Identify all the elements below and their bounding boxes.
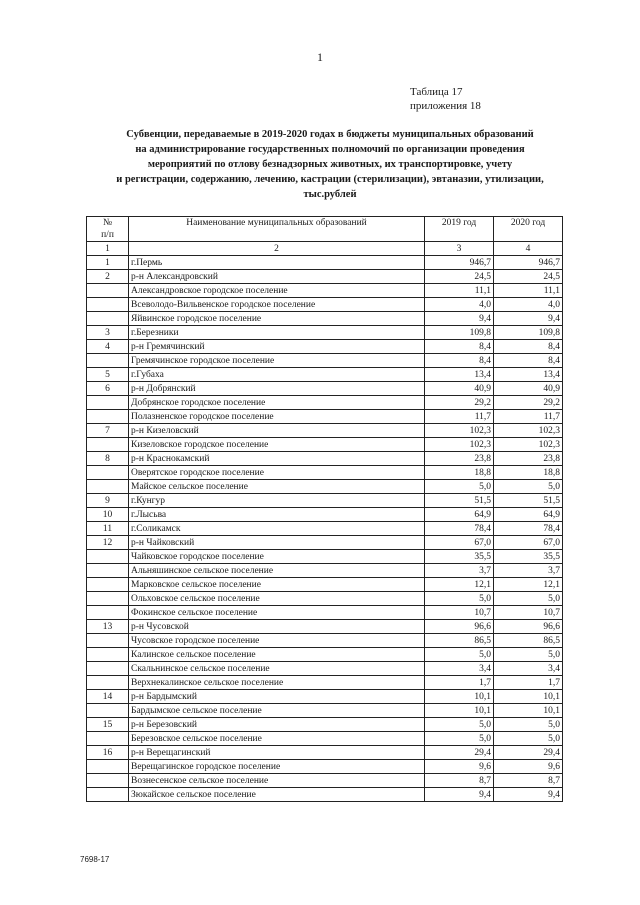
row-value-2019: 96,6 — [425, 620, 494, 634]
row-value-2019: 9,4 — [425, 312, 494, 326]
row-name: р-н Краснокамский — [129, 452, 425, 466]
row-name: р-н Березовский — [129, 718, 425, 732]
row-number: 13 — [87, 620, 129, 634]
row-number — [87, 760, 129, 774]
row-value-2020: 96,6 — [494, 620, 563, 634]
table-row — [87, 396, 563, 410]
row-value-2019: 13,4 — [425, 368, 494, 382]
row-name: р-н Добрянский — [129, 382, 425, 396]
table-row — [87, 466, 563, 480]
row-value-2019: 67,0 — [425, 536, 494, 550]
row-name: Добрянское городское поселение — [129, 396, 425, 410]
row-name: Скальнинское сельское поселение — [129, 662, 425, 676]
table-row — [87, 550, 563, 564]
row-value-2019: 5,0 — [425, 718, 494, 732]
table-row — [87, 746, 563, 760]
row-value-2020: 5,0 — [494, 592, 563, 606]
column-index: 2 — [129, 242, 425, 256]
row-number: 16 — [87, 746, 129, 760]
column-index: 4 — [494, 242, 563, 256]
table-row — [87, 592, 563, 606]
table-row — [87, 312, 563, 326]
row-number: 6 — [87, 382, 129, 396]
row-value-2020: 10,1 — [494, 690, 563, 704]
row-number — [87, 662, 129, 676]
column-index-row — [87, 242, 563, 256]
table-row — [87, 732, 563, 746]
row-value-2020: 40,9 — [494, 382, 563, 396]
table-row — [87, 760, 563, 774]
row-name: Кизеловское городское поселение — [129, 438, 425, 452]
row-value-2020: 9,6 — [494, 760, 563, 774]
row-name: р-н Чайковский — [129, 536, 425, 550]
row-number — [87, 648, 129, 662]
row-number — [87, 774, 129, 788]
row-value-2020: 51,5 — [494, 494, 563, 508]
row-value-2020: 11,1 — [494, 284, 563, 298]
row-value-2019: 5,0 — [425, 732, 494, 746]
table-row — [87, 648, 563, 662]
row-number: 15 — [87, 718, 129, 732]
table-row — [87, 340, 563, 354]
row-number — [87, 396, 129, 410]
table-reference — [410, 85, 481, 113]
table-row — [87, 424, 563, 438]
table-row — [87, 410, 563, 424]
row-value-2019: 4,0 — [425, 298, 494, 312]
table-row — [87, 774, 563, 788]
row-value-2019: 40,9 — [425, 382, 494, 396]
row-number — [87, 284, 129, 298]
row-value-2019: 8,7 — [425, 774, 494, 788]
table-row — [87, 522, 563, 536]
table-body — [87, 256, 563, 802]
row-value-2019: 109,8 — [425, 326, 494, 340]
heading-line: Субвенции, передаваемые в 2019-2020 годах в бюджеты муниципальных образований — [126, 129, 534, 140]
subsidy-table — [86, 216, 563, 802]
row-name: р-н Гремячинский — [129, 340, 425, 354]
table-row — [87, 704, 563, 718]
row-value-2019: 10,1 — [425, 690, 494, 704]
appendix-label: приложения 18 — [410, 100, 481, 112]
row-name: Всеволодо-Вильвенское городское поселение — [129, 298, 425, 312]
table-row — [87, 536, 563, 550]
heading-units: тыс.рублей — [303, 189, 357, 200]
row-value-2020: 1,7 — [494, 676, 563, 690]
row-value-2019: 9,4 — [425, 788, 494, 802]
row-number — [87, 438, 129, 452]
row-value-2019: 24,5 — [425, 270, 494, 284]
row-value-2020: 29,4 — [494, 746, 563, 760]
column-index: 3 — [425, 242, 494, 256]
table-row — [87, 620, 563, 634]
row-number: 7 — [87, 424, 129, 438]
row-number — [87, 564, 129, 578]
heading-line: мероприятий по отлову безнадзорных животных, их транспортировке, учету — [147, 159, 513, 170]
row-value-2020: 8,7 — [494, 774, 563, 788]
row-value-2019: 5,0 — [425, 480, 494, 494]
row-value-2020: 86,5 — [494, 634, 563, 648]
table-row — [87, 382, 563, 396]
table-row — [87, 564, 563, 578]
row-value-2019: 8,4 — [425, 340, 494, 354]
row-number — [87, 634, 129, 648]
row-value-2020: 67,0 — [494, 536, 563, 550]
row-value-2019: 10,1 — [425, 704, 494, 718]
table-row — [87, 368, 563, 382]
row-number — [87, 466, 129, 480]
row-number — [87, 298, 129, 312]
row-value-2019: 5,0 — [425, 648, 494, 662]
row-name: Зюкайское сельское поселение — [129, 788, 425, 802]
row-number — [87, 732, 129, 746]
page-number: 1 — [317, 50, 323, 64]
row-value-2019: 11,7 — [425, 410, 494, 424]
table-row — [87, 578, 563, 592]
row-number: 8 — [87, 452, 129, 466]
row-name: р-н Кизеловский — [129, 424, 425, 438]
table-row — [87, 326, 563, 340]
row-name: Александровское городское поселение — [129, 284, 425, 298]
row-value-2020: 5,0 — [494, 718, 563, 732]
row-value-2020: 109,8 — [494, 326, 563, 340]
row-name: Верхнекалинское сельское поселение — [129, 676, 425, 690]
row-number: 5 — [87, 368, 129, 382]
row-value-2020: 35,5 — [494, 550, 563, 564]
table-label: Таблица 17 — [410, 86, 463, 98]
row-number — [87, 606, 129, 620]
row-value-2019: 3,4 — [425, 662, 494, 676]
row-name: г.Березники — [129, 326, 425, 340]
table-row — [87, 788, 563, 802]
row-number: 1 — [87, 256, 129, 270]
table-row — [87, 494, 563, 508]
row-name: Березовское сельское поселение — [129, 732, 425, 746]
table-header-row — [87, 217, 563, 242]
table-row — [87, 256, 563, 270]
table-row — [87, 284, 563, 298]
table-row — [87, 676, 563, 690]
row-value-2020: 29,2 — [494, 396, 563, 410]
row-number: 4 — [87, 340, 129, 354]
row-name: г.Кунгур — [129, 494, 425, 508]
row-number: 9 — [87, 494, 129, 508]
row-value-2019: 64,9 — [425, 508, 494, 522]
table-row — [87, 354, 563, 368]
table-row — [87, 508, 563, 522]
row-value-2019: 12,1 — [425, 578, 494, 592]
row-value-2020: 3,7 — [494, 564, 563, 578]
row-value-2020: 12,1 — [494, 578, 563, 592]
row-number: 2 — [87, 270, 129, 284]
row-value-2019: 51,5 — [425, 494, 494, 508]
table-row — [87, 718, 563, 732]
row-number: 10 — [87, 508, 129, 522]
row-value-2019: 946,7 — [425, 256, 494, 270]
row-number: 3 — [87, 326, 129, 340]
row-name: Полазненское городское поселение — [129, 410, 425, 424]
row-value-2020: 8,4 — [494, 340, 563, 354]
table-row — [87, 690, 563, 704]
row-value-2020: 10,7 — [494, 606, 563, 620]
row-value-2020: 23,8 — [494, 452, 563, 466]
row-name: Ольховское сельское поселение — [129, 592, 425, 606]
row-name: Чайковское городское поселение — [129, 550, 425, 564]
row-name: г.Губаха — [129, 368, 425, 382]
row-value-2020: 78,4 — [494, 522, 563, 536]
row-name: Майское сельское поселение — [129, 480, 425, 494]
table-row — [87, 270, 563, 284]
row-name: Яйвинское городское поселение — [129, 312, 425, 326]
row-number — [87, 480, 129, 494]
row-value-2020: 9,4 — [494, 788, 563, 802]
row-value-2019: 102,3 — [425, 424, 494, 438]
column-header-number — [87, 217, 129, 242]
row-value-2019: 35,5 — [425, 550, 494, 564]
heading-line: и регистрации, содержанию, лечению, кастрации (стерилизации), эвтаназии, утилизации, — [116, 174, 544, 185]
row-name: г.Соликамск — [129, 522, 425, 536]
row-number — [87, 704, 129, 718]
row-value-2020: 102,3 — [494, 438, 563, 452]
column-index: 1 — [87, 242, 129, 256]
row-value-2020: 102,3 — [494, 424, 563, 438]
row-value-2019: 18,8 — [425, 466, 494, 480]
row-number: 14 — [87, 690, 129, 704]
row-name: Альняшинское сельское поселение — [129, 564, 425, 578]
row-value-2019: 5,0 — [425, 592, 494, 606]
row-value-2019: 86,5 — [425, 634, 494, 648]
row-number — [87, 354, 129, 368]
row-number — [87, 788, 129, 802]
row-name: Чусовское городское поселение — [129, 634, 425, 648]
row-value-2020: 11,7 — [494, 410, 563, 424]
row-value-2020: 8,4 — [494, 354, 563, 368]
row-name: г.Пермь — [129, 256, 425, 270]
row-number — [87, 578, 129, 592]
row-number — [87, 312, 129, 326]
row-name: Верещагинское городское поселение — [129, 760, 425, 774]
column-header-number-line1: № — [102, 218, 113, 228]
row-name: г.Лысьва — [129, 508, 425, 522]
row-value-2019: 29,4 — [425, 746, 494, 760]
table-row — [87, 452, 563, 466]
table-row — [87, 662, 563, 676]
document-heading — [70, 127, 590, 202]
row-number — [87, 676, 129, 690]
row-name: р-н Александровский — [129, 270, 425, 284]
table-row — [87, 480, 563, 494]
row-value-2019: 11,1 — [425, 284, 494, 298]
row-number: 12 — [87, 536, 129, 550]
column-header-number-line2: п/п — [101, 230, 114, 240]
row-name: Калинское сельское поселение — [129, 648, 425, 662]
table-row — [87, 606, 563, 620]
row-value-2020: 5,0 — [494, 648, 563, 662]
column-header-name: Наименование муниципальных образований — [129, 217, 425, 242]
column-header-2019: 2019 год — [425, 217, 494, 242]
row-value-2019: 102,3 — [425, 438, 494, 452]
row-value-2020: 5,0 — [494, 480, 563, 494]
row-value-2019: 1,7 — [425, 676, 494, 690]
column-header-2020: 2020 год — [494, 217, 563, 242]
row-value-2019: 10,7 — [425, 606, 494, 620]
row-name: Марковское сельское поселение — [129, 578, 425, 592]
row-name: Гремячинское городское поселение — [129, 354, 425, 368]
row-value-2019: 3,7 — [425, 564, 494, 578]
row-value-2020: 64,9 — [494, 508, 563, 522]
row-value-2019: 8,4 — [425, 354, 494, 368]
row-number — [87, 410, 129, 424]
row-value-2020: 10,1 — [494, 704, 563, 718]
row-name: р-н Бардымский — [129, 690, 425, 704]
row-value-2020: 13,4 — [494, 368, 563, 382]
row-value-2019: 23,8 — [425, 452, 494, 466]
row-value-2019: 78,4 — [425, 522, 494, 536]
row-value-2019: 29,2 — [425, 396, 494, 410]
row-number — [87, 592, 129, 606]
row-value-2020: 18,8 — [494, 466, 563, 480]
row-name: Оверятское городское поселение — [129, 466, 425, 480]
row-name: р-н Верещагинский — [129, 746, 425, 760]
heading-line: на администрирование государственных полномочий по организации проведения — [135, 144, 525, 155]
footer-code: 7698-17 — [80, 855, 110, 864]
table-row — [87, 298, 563, 312]
row-name: р-н Чусовской — [129, 620, 425, 634]
row-number — [87, 550, 129, 564]
row-name: Вознесенское сельское поселение — [129, 774, 425, 788]
row-value-2019: 9,6 — [425, 760, 494, 774]
row-number: 11 — [87, 522, 129, 536]
row-value-2020: 24,5 — [494, 270, 563, 284]
table-row — [87, 634, 563, 648]
row-value-2020: 4,0 — [494, 298, 563, 312]
row-value-2020: 3,4 — [494, 662, 563, 676]
row-name: Фокинское сельское поселение — [129, 606, 425, 620]
table-row — [87, 438, 563, 452]
row-name: Бардымское сельское поселение — [129, 704, 425, 718]
row-value-2020: 5,0 — [494, 732, 563, 746]
row-value-2020: 9,4 — [494, 312, 563, 326]
row-value-2020: 946,7 — [494, 256, 563, 270]
